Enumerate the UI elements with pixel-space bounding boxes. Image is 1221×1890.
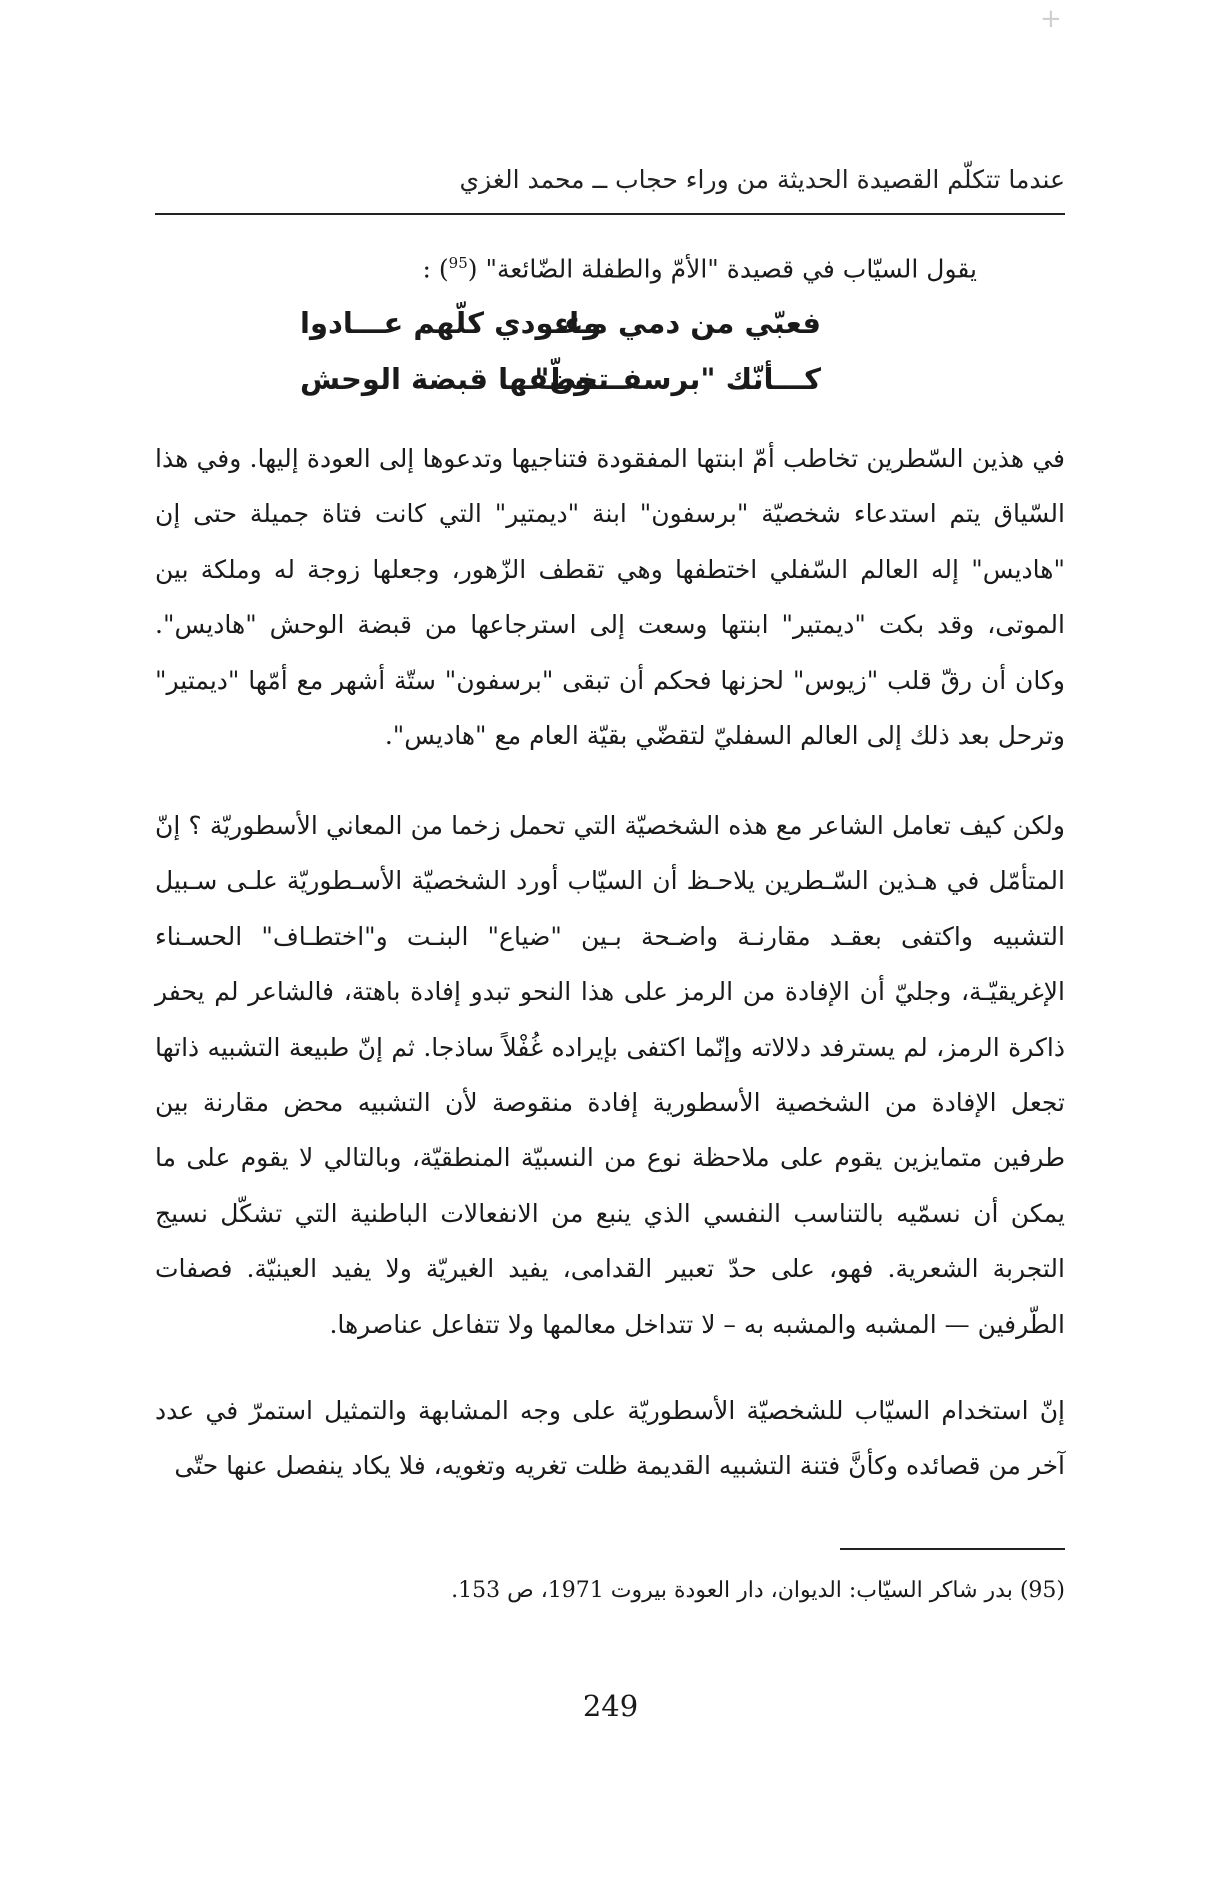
footnote-divider [840,1548,1065,1550]
verse-line-2-right: كـــأنّك "برسفـــون" [534,362,821,396]
intro-text: يقول السيّاب في قصيدة "الأمّ والطفلة الضّائعة" ( [467,254,977,284]
intro-text-end: ) : [422,254,449,284]
verse-line-1-right: فعبّي من دمي مـاء [554,306,821,340]
header-divider [155,213,1065,215]
verse-line-2-left: تخطّفها قبضة الوحش [300,362,610,396]
verse-line-1-left: وعـودي كلّهم عـــادوا [300,306,602,340]
footnote-reference[interactable]: 95 [448,254,468,272]
intro-line [155,243,977,289]
page-number: 249 [582,1689,639,1723]
paragraph-1: في هذين السّطرين تخاطب أمّ ابنتها المفقودة فتناجيها وتدعوها إلى العودة إليها. وفي هذا السّياق يتم استدعاء شخصيّة "برسفون" ابنة "ديمتير" التي كانت فتاة جميلة حتى إن "هاديس" إله العالم السّفلي اختطفها وهي تقطف الزّهور، وجعلها زوجة له وملكة بين الموتى، وقد بكت "ديمتير" ابنتها وسعت إلى استرجاعها من قبضة الوحش "هاديس". وكان أن رقّ قلب "زيوس" لحزنها فحكم أن تبقى "برسفون" ستّة أشهر مع أمّها "ديمتير" وترحل بعد ذلك إلى العالم السفليّ لتقضّي بقيّة العام مع "هاديس". [155,444,1065,751]
paragraph-3: إنّ استخدام السيّاب للشخصيّة الأسطوريّة على وجه المشابهة والتمثيل استمرّ في عدد آخر من قصائده وكأنَّ فتنة التشبيه القديمة ظلت تغريه وتغويه، فلا يكاد ينفصل عنها حتّى [155,1396,1065,1481]
footnote-95: (95) بدر شاكر السيّاب: الديوان، دار العودة بيروت 1971، ص 153. [451,1578,1065,1603]
corner-crop-mark: + [1040,4,1062,34]
paragraph-2: ولكن كيف تعامل الشاعر مع هذه الشخصيّة التي تحمل زخما من المعاني الأسطوريّة ؟ إنّ المتأمّل في هـذين السّـطرين يلاحـظ أن السيّاب أورد الشخصيّة الأسـطوريّة علـى سـبيل التشبيه واكتفى بعقـد مقارنـة واضـحة بـين "ضياع" البنـت و"اختطـاف" الحسـناء الإغريقيّـة، وجليّ أن الإفادة من الرمز على هذا النحو تبدو إفادة باهتة، فالشاعر لم يحفر ذاكرة الرمز، لم يسترفد دلالاته وإنّما اكتفى بإيراده غُفْلاً ساذجا. ثم إنّ طبيعة التشبيه ذاتها تجعل الإفادة من الشخصية الأسطورية إفادة منقوصة لأن التشبيه محض مقارنة بين طرفين متمايزين يقوم على ملاحظة نوع من النسبيّة المنطقيّة، وبالتالي لا يقوم على ما يمكن أن نسمّيه بالتناسب النفسي الذي ينبع من الانفعالات الباطنية التي تشكّل نسيج التجربة الشعرية. فهو، على حدّ تعبير القدامى، يفيد الغيريّة ولا يفيد العينيّة. فصفات الطّرفين — المشبه والمشبه به – لا تتداخل معالمها ولا تتفاعل عناصرها. [155,811,1065,1339]
running-header: عندما تتكلّم القصيدة الحديثة من وراء حجاب ــ محمد الغزي [459,165,1065,194]
